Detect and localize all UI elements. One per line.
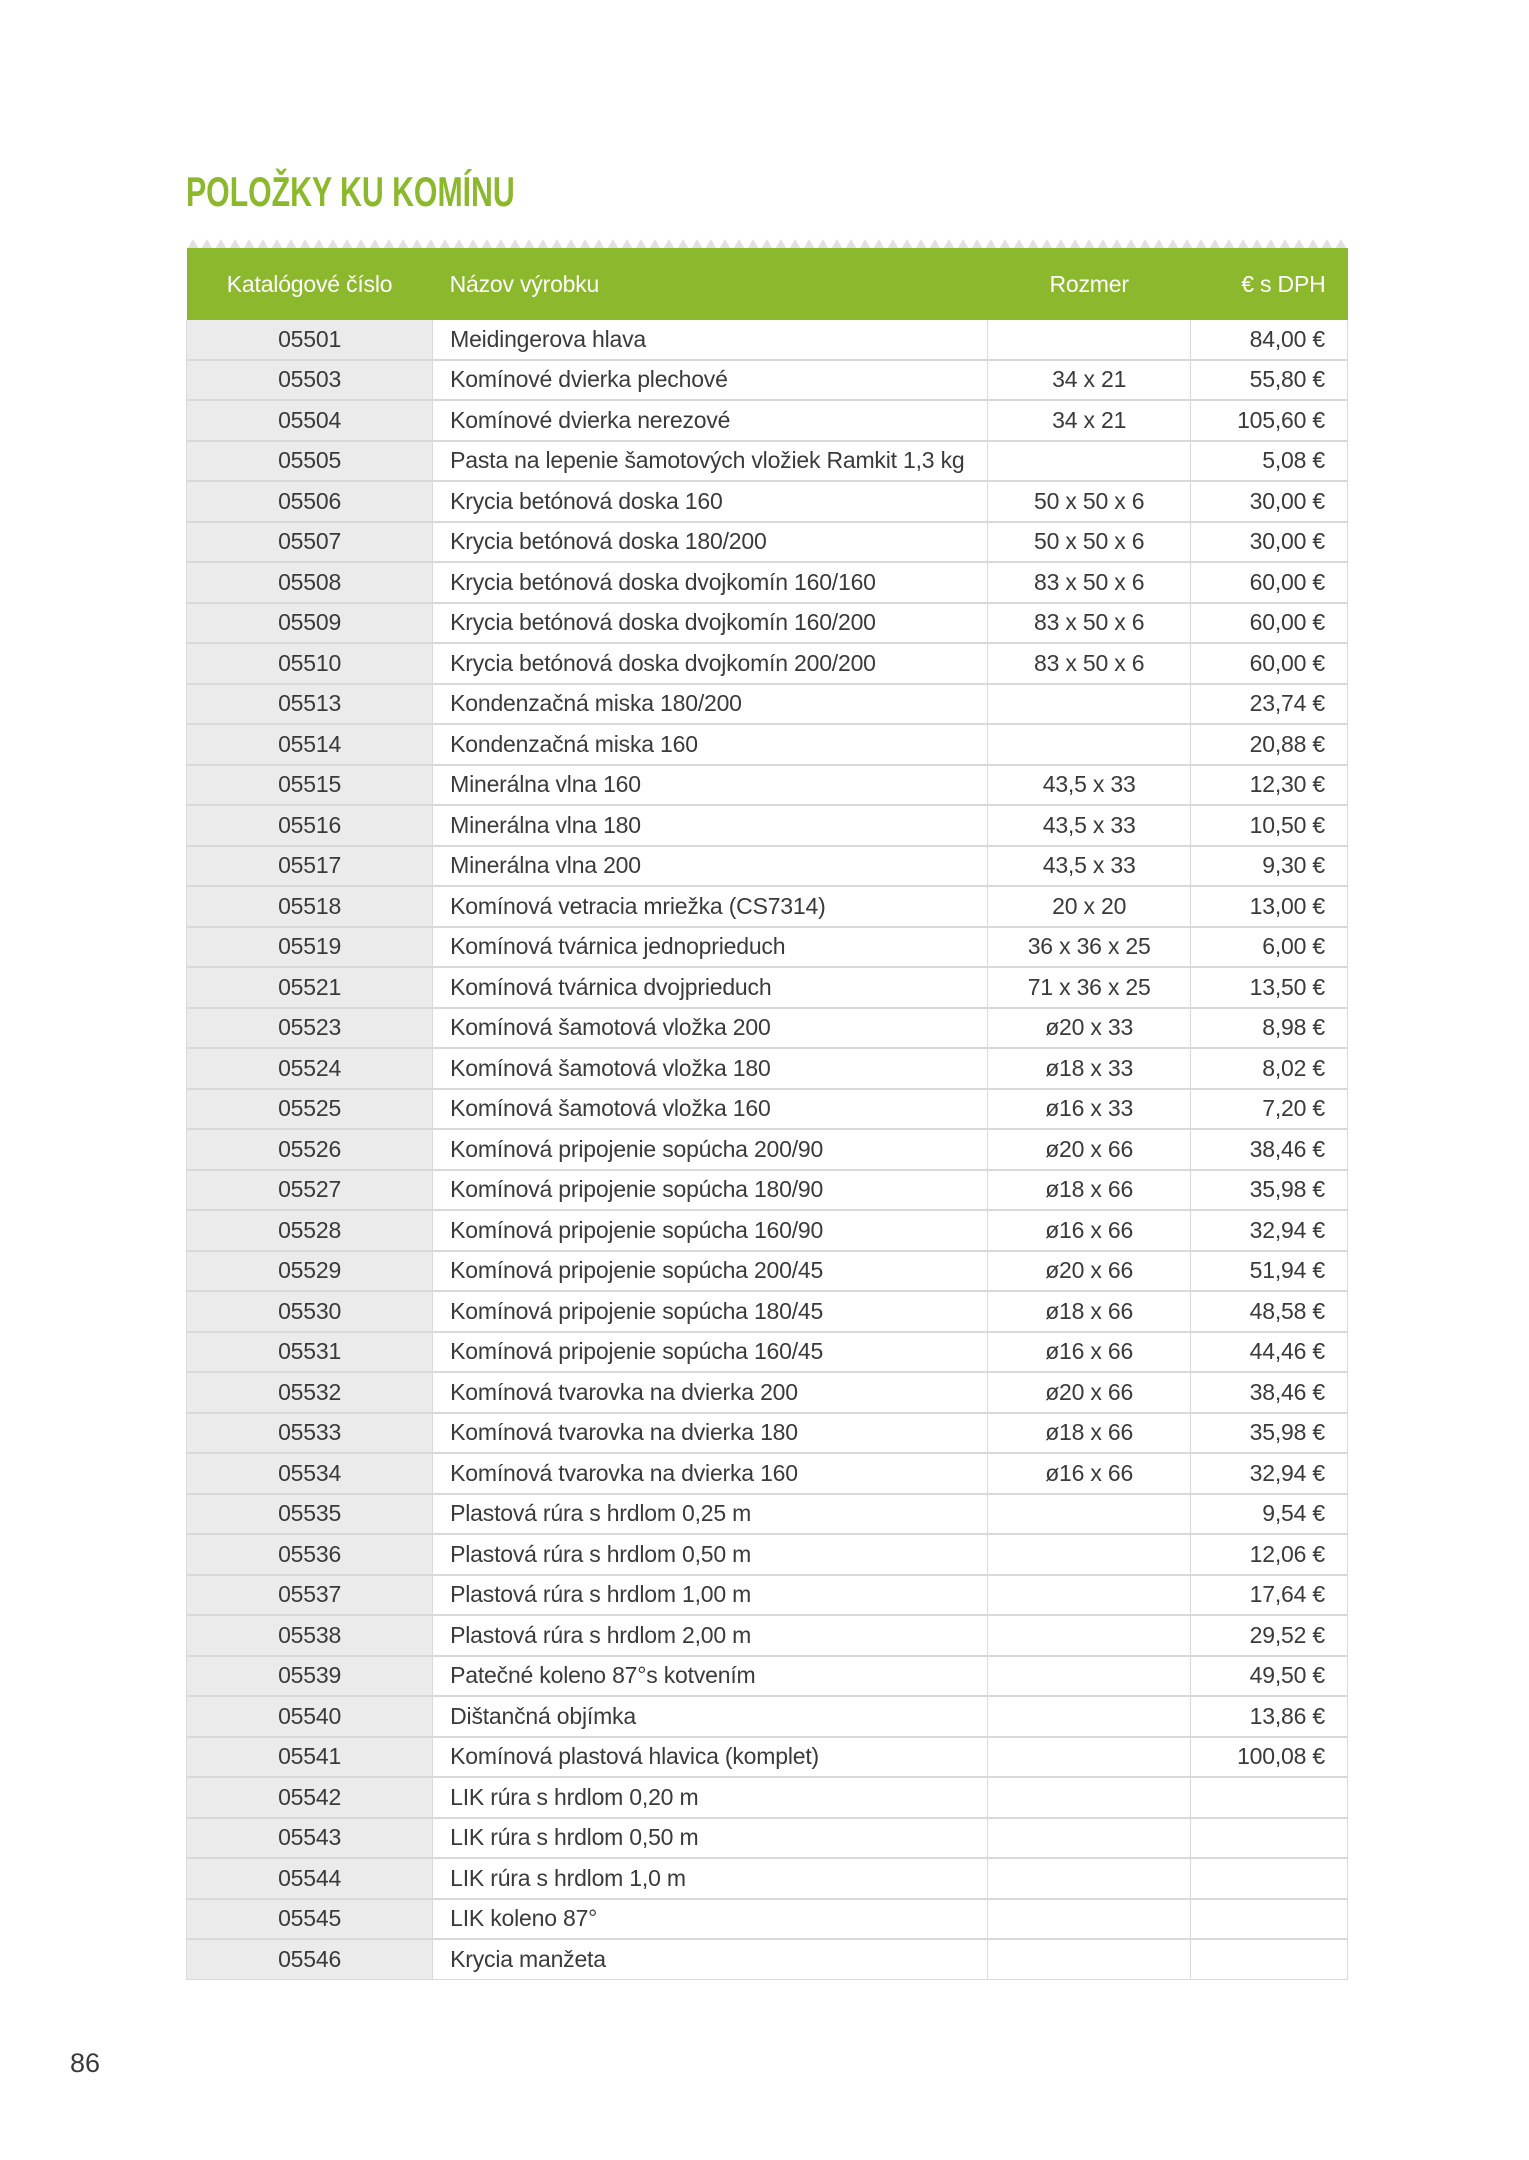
dimension-cell: 34 x 21 xyxy=(988,400,1191,441)
catalog-number-cell: 05541 xyxy=(187,1737,433,1778)
price-cell: 8,02 € xyxy=(1191,1048,1348,1089)
table-header xyxy=(187,248,1348,320)
product-name-cell: Komínová pripojenie sopúcha 180/90 xyxy=(433,1170,988,1211)
header-row xyxy=(187,248,1348,320)
dimension-cell xyxy=(988,1656,1191,1697)
catalog-number-cell: 05516 xyxy=(187,805,433,846)
catalog-number-cell: 05526 xyxy=(187,1129,433,1170)
price-cell: 32,94 € xyxy=(1191,1453,1348,1494)
price-cell: 29,52 € xyxy=(1191,1615,1348,1656)
price-cell xyxy=(1191,1818,1348,1859)
product-name-cell: Komínová tvárnica jednoprieduch xyxy=(433,927,988,968)
column-header-price-with-vat: € s DPH xyxy=(1191,248,1348,320)
dimension-cell: 43,5 x 33 xyxy=(988,805,1191,846)
catalog-number-cell: 05540 xyxy=(187,1696,433,1737)
catalog-number-cell: 05544 xyxy=(187,1858,433,1899)
catalog-number-cell: 05531 xyxy=(187,1332,433,1373)
price-cell: 60,00 € xyxy=(1191,643,1348,684)
price-cell: 7,20 € xyxy=(1191,1089,1348,1130)
price-cell: 8,98 € xyxy=(1191,1008,1348,1049)
product-name-cell: Komínová pripojenie sopúcha 200/90 xyxy=(433,1129,988,1170)
catalog-number-cell: 05542 xyxy=(187,1777,433,1818)
table-row xyxy=(187,1858,1348,1899)
dimension-cell: 34 x 21 xyxy=(988,360,1191,401)
dimension-cell xyxy=(988,1899,1191,1940)
table-row xyxy=(187,1575,1348,1616)
catalog-number-cell: 05505 xyxy=(187,441,433,482)
price-cell: 38,46 € xyxy=(1191,1129,1348,1170)
catalog-number-cell: 05543 xyxy=(187,1818,433,1859)
product-name-cell: Plastová rúra s hrdlom 2,00 m xyxy=(433,1615,988,1656)
page-title: POLOŽKY KU KOMÍNU xyxy=(186,168,515,215)
price-cell: 35,98 € xyxy=(1191,1413,1348,1454)
table-row xyxy=(187,1737,1348,1778)
catalog-number-cell: 05525 xyxy=(187,1089,433,1130)
dimension-cell xyxy=(988,1737,1191,1778)
price-cell: 84,00 € xyxy=(1191,320,1348,360)
price-cell: 60,00 € xyxy=(1191,603,1348,644)
catalog-number-cell: 05539 xyxy=(187,1656,433,1697)
table-row xyxy=(187,603,1348,644)
table-body xyxy=(187,320,1348,1979)
catalog-number-cell: 05524 xyxy=(187,1048,433,1089)
price-cell: 12,06 € xyxy=(1191,1534,1348,1575)
product-name-cell: Kondenzačná miska 180/200 xyxy=(433,684,988,725)
table-row xyxy=(187,765,1348,806)
table-row xyxy=(187,1089,1348,1130)
dimension-cell: ø20 x 66 xyxy=(988,1372,1191,1413)
dimension-cell xyxy=(988,441,1191,482)
catalog-number-cell: 05509 xyxy=(187,603,433,644)
price-cell: 105,60 € xyxy=(1191,400,1348,441)
dimension-cell: ø18 x 33 xyxy=(988,1048,1191,1089)
catalog-number-cell: 05537 xyxy=(187,1575,433,1616)
price-cell: 6,00 € xyxy=(1191,927,1348,968)
page-number: 86 xyxy=(70,2048,101,2078)
catalog-number-cell: 05532 xyxy=(187,1372,433,1413)
catalog-number-cell: 05518 xyxy=(187,886,433,927)
product-name-cell: Komínová pripojenie sopúcha 160/45 xyxy=(433,1332,988,1373)
product-name-cell: LIK koleno 87° xyxy=(433,1899,988,1940)
catalog-number-cell: 05515 xyxy=(187,765,433,806)
dimension-cell: 50 x 50 x 6 xyxy=(988,481,1191,522)
price-cell: 20,88 € xyxy=(1191,724,1348,765)
dimension-cell xyxy=(988,684,1191,725)
table-row xyxy=(187,886,1348,927)
dimension-cell: 83 x 50 x 6 xyxy=(988,603,1191,644)
dimension-cell: ø16 x 66 xyxy=(988,1210,1191,1251)
table-row xyxy=(187,1210,1348,1251)
table-row xyxy=(187,1777,1348,1818)
catalog-number-cell: 05503 xyxy=(187,360,433,401)
table-row xyxy=(187,1291,1348,1332)
products-table-wrap xyxy=(186,248,1348,1980)
price-cell: 30,00 € xyxy=(1191,481,1348,522)
catalog-number-cell: 05507 xyxy=(187,522,433,563)
dimension-cell xyxy=(988,1818,1191,1859)
price-cell: 17,64 € xyxy=(1191,1575,1348,1616)
product-name-cell: Komínová šamotová vložka 200 xyxy=(433,1008,988,1049)
product-name-cell: LIK rúra s hrdlom 0,20 m xyxy=(433,1777,988,1818)
product-name-cell: Dištančná objímka xyxy=(433,1696,988,1737)
product-name-cell: Komínová tvarovka na dvierka 160 xyxy=(433,1453,988,1494)
price-cell: 35,98 € xyxy=(1191,1170,1348,1211)
table-row xyxy=(187,1696,1348,1737)
catalog-number-cell: 05521 xyxy=(187,967,433,1008)
table-row xyxy=(187,320,1348,360)
table-row xyxy=(187,522,1348,563)
product-name-cell: Komínová pripojenie sopúcha 160/90 xyxy=(433,1210,988,1251)
table-row xyxy=(187,481,1348,522)
table-row xyxy=(187,1453,1348,1494)
price-cell: 44,46 € xyxy=(1191,1332,1348,1373)
catalog-number-cell: 05536 xyxy=(187,1534,433,1575)
catalog-number-cell: 05510 xyxy=(187,643,433,684)
table-row xyxy=(187,684,1348,725)
column-header-product-name: Názov výrobku xyxy=(433,248,988,320)
catalog-number-cell: 05514 xyxy=(187,724,433,765)
product-name-cell: Plastová rúra s hrdlom 0,50 m xyxy=(433,1534,988,1575)
price-cell: 100,08 € xyxy=(1191,1737,1348,1778)
table-row xyxy=(187,1129,1348,1170)
price-cell: 32,94 € xyxy=(1191,1210,1348,1251)
table-row xyxy=(187,1899,1348,1940)
dimension-cell: ø20 x 33 xyxy=(988,1008,1191,1049)
table-row xyxy=(187,1048,1348,1089)
table-row xyxy=(187,805,1348,846)
product-name-cell: Komínová vetracia mriežka (CS7314) xyxy=(433,886,988,927)
catalog-number-cell: 05504 xyxy=(187,400,433,441)
table-row xyxy=(187,360,1348,401)
price-cell: 13,00 € xyxy=(1191,886,1348,927)
product-name-cell: Krycia betónová doska dvojkomín 160/200 xyxy=(433,603,988,644)
catalog-number-cell: 05538 xyxy=(187,1615,433,1656)
product-name-cell: Komínová tvárnica dvojprieduch xyxy=(433,967,988,1008)
dimension-cell: ø18 x 66 xyxy=(988,1413,1191,1454)
price-cell: 10,50 € xyxy=(1191,805,1348,846)
dimension-cell: 20 x 20 xyxy=(988,886,1191,927)
price-cell xyxy=(1191,1858,1348,1899)
column-header-dimension: Rozmer xyxy=(988,248,1191,320)
catalog-number-cell: 05506 xyxy=(187,481,433,522)
product-name-cell: Minerálna vlna 200 xyxy=(433,846,988,887)
dimension-cell: 43,5 x 33 xyxy=(988,765,1191,806)
dimension-cell: ø20 x 66 xyxy=(988,1129,1191,1170)
dimension-cell: ø20 x 66 xyxy=(988,1251,1191,1292)
table-row xyxy=(187,1251,1348,1292)
price-cell: 23,74 € xyxy=(1191,684,1348,725)
catalog-number-cell: 05519 xyxy=(187,927,433,968)
catalog-number-cell: 05529 xyxy=(187,1251,433,1292)
price-cell: 30,00 € xyxy=(1191,522,1348,563)
table-row xyxy=(187,1372,1348,1413)
product-name-cell: Komínové dvierka plechové xyxy=(433,360,988,401)
price-cell: 12,30 € xyxy=(1191,765,1348,806)
price-cell: 51,94 € xyxy=(1191,1251,1348,1292)
catalog-number-cell: 05517 xyxy=(187,846,433,887)
price-cell: 13,86 € xyxy=(1191,1696,1348,1737)
dimension-cell xyxy=(988,1575,1191,1616)
product-name-cell: Komínová pripojenie sopúcha 180/45 xyxy=(433,1291,988,1332)
table-row xyxy=(187,1170,1348,1211)
catalog-number-cell: 05534 xyxy=(187,1453,433,1494)
price-cell xyxy=(1191,1777,1348,1818)
table-row xyxy=(187,1494,1348,1535)
catalog-number-cell: 05523 xyxy=(187,1008,433,1049)
table-row xyxy=(187,400,1348,441)
catalog-number-cell: 05546 xyxy=(187,1939,433,1979)
product-name-cell: Krycia manžeta xyxy=(433,1939,988,1979)
product-name-cell: Krycia betónová doska 180/200 xyxy=(433,522,988,563)
price-cell: 9,54 € xyxy=(1191,1494,1348,1535)
price-cell: 13,50 € xyxy=(1191,967,1348,1008)
product-name-cell: Komínová pripojenie sopúcha 200/45 xyxy=(433,1251,988,1292)
catalog-number-cell: 05533 xyxy=(187,1413,433,1454)
product-name-cell: Kondenzačná miska 160 xyxy=(433,724,988,765)
table-row xyxy=(187,927,1348,968)
catalog-number-cell: 05535 xyxy=(187,1494,433,1535)
product-name-cell: Minerálna vlna 160 xyxy=(433,765,988,806)
price-cell xyxy=(1191,1899,1348,1940)
product-name-cell: LIK rúra s hrdlom 1,0 m xyxy=(433,1858,988,1899)
product-name-cell: Krycia betónová doska dvojkomín 200/200 xyxy=(433,643,988,684)
price-cell: 5,08 € xyxy=(1191,441,1348,482)
dimension-cell: ø18 x 66 xyxy=(988,1291,1191,1332)
table-row xyxy=(187,1656,1348,1697)
dimension-cell xyxy=(988,320,1191,360)
product-name-cell: Krycia betónová doska 160 xyxy=(433,481,988,522)
catalog-number-cell: 05513 xyxy=(187,684,433,725)
dimension-cell: 43,5 x 33 xyxy=(988,846,1191,887)
dimension-cell xyxy=(988,1494,1191,1535)
dimension-cell: 83 x 50 x 6 xyxy=(988,562,1191,603)
price-cell: 60,00 € xyxy=(1191,562,1348,603)
table-row xyxy=(187,1413,1348,1454)
product-name-cell: Minerálna vlna 180 xyxy=(433,805,988,846)
table-row xyxy=(187,724,1348,765)
price-cell: 55,80 € xyxy=(1191,360,1348,401)
product-name-cell: Meidingerova hlava xyxy=(433,320,988,360)
dimension-cell: ø16 x 66 xyxy=(988,1453,1191,1494)
dimension-cell xyxy=(988,1534,1191,1575)
price-cell: 38,46 € xyxy=(1191,1372,1348,1413)
product-name-cell: Plastová rúra s hrdlom 1,00 m xyxy=(433,1575,988,1616)
product-name-cell: LIK rúra s hrdlom 0,50 m xyxy=(433,1818,988,1859)
dimension-cell xyxy=(988,1858,1191,1899)
product-name-cell: Pasta na lepenie šamotových vložiek Ramkit 1,3 kg xyxy=(433,441,988,482)
table-row xyxy=(187,1939,1348,1979)
product-name-cell: Komínová plastová hlavica (komplet) xyxy=(433,1737,988,1778)
catalog-number-cell: 05527 xyxy=(187,1170,433,1211)
product-name-cell: Plastová rúra s hrdlom 0,25 m xyxy=(433,1494,988,1535)
price-cell: 48,58 € xyxy=(1191,1291,1348,1332)
table-row xyxy=(187,846,1348,887)
table-row xyxy=(187,441,1348,482)
product-name-cell: Krycia betónová doska dvojkomín 160/160 xyxy=(433,562,988,603)
dimension-cell: ø18 x 66 xyxy=(988,1170,1191,1211)
perforation-line xyxy=(186,239,1348,248)
table-row xyxy=(187,562,1348,603)
dimension-cell xyxy=(988,1696,1191,1737)
dimension-cell: 36 x 36 x 25 xyxy=(988,927,1191,968)
table-row xyxy=(187,1534,1348,1575)
catalog-number-cell: 05528 xyxy=(187,1210,433,1251)
table-row xyxy=(187,1615,1348,1656)
products-table xyxy=(186,248,1348,1980)
catalog-number-cell: 05530 xyxy=(187,1291,433,1332)
dimension-cell xyxy=(988,1939,1191,1979)
table-row xyxy=(187,1332,1348,1373)
catalog-number-cell: 05545 xyxy=(187,1899,433,1940)
dimension-cell: 71 x 36 x 25 xyxy=(988,967,1191,1008)
column-header-catalog-number: Katalógové číslo xyxy=(187,248,433,320)
product-name-cell: Patečné koleno 87°s kotvením xyxy=(433,1656,988,1697)
catalog-number-cell: 05501 xyxy=(187,320,433,360)
catalog-number-cell: 05508 xyxy=(187,562,433,603)
price-cell: 49,50 € xyxy=(1191,1656,1348,1697)
table-row xyxy=(187,1818,1348,1859)
table-row xyxy=(187,643,1348,684)
product-name-cell: Komínová tvarovka na dvierka 200 xyxy=(433,1372,988,1413)
dimension-cell xyxy=(988,724,1191,765)
dimension-cell: 50 x 50 x 6 xyxy=(988,522,1191,563)
product-name-cell: Komínová šamotová vložka 160 xyxy=(433,1089,988,1130)
dimension-cell xyxy=(988,1615,1191,1656)
dimension-cell: ø16 x 66 xyxy=(988,1332,1191,1373)
dimension-cell xyxy=(988,1777,1191,1818)
price-cell: 9,30 € xyxy=(1191,846,1348,887)
dimension-cell: 83 x 50 x 6 xyxy=(988,643,1191,684)
dimension-cell: ø16 x 33 xyxy=(988,1089,1191,1130)
product-name-cell: Komínová tvarovka na dvierka 180 xyxy=(433,1413,988,1454)
price-cell xyxy=(1191,1939,1348,1979)
product-name-cell: Komínová šamotová vložka 180 xyxy=(433,1048,988,1089)
table-row xyxy=(187,1008,1348,1049)
table-row xyxy=(187,967,1348,1008)
product-name-cell: Komínové dvierka nerezové xyxy=(433,400,988,441)
